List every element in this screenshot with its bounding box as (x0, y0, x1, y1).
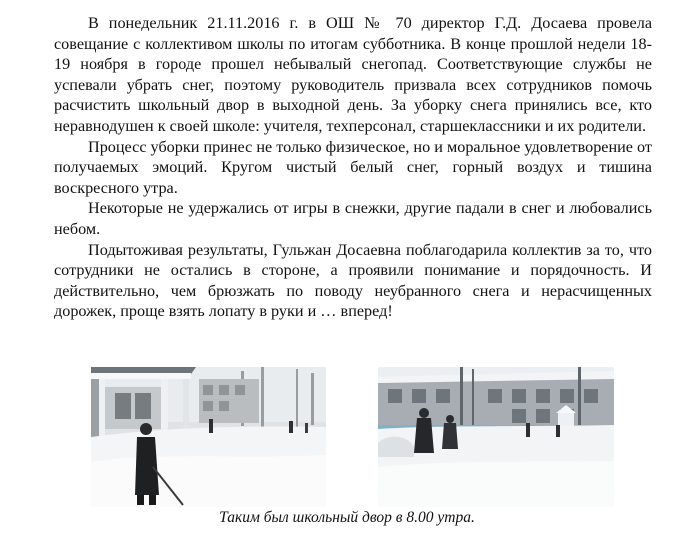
paragraph-4: Подытоживая результаты, Гульжан Досаевна поблагодарила коллектив за то, что сотрудники не остались в стороне, а проявили понимание и порядочность. И действительно, чем брюзжать по поводу неубранного снега и нерасчищенных дорожек, проще взять лопату в руки и … вперед! (54, 240, 652, 321)
paragraph-1: В понедельник 21.11.2016 г. в ОШ № 70 директор Г.Д. Досаева провела совещание с коллективом школы по итогам субботника. В конце прошлой недели 18-19 ноября в городе прошел небывалый снегопад. Соответствующие службы не успевали убрать снег, поэтому руководитель призвала всех сотрудников помочь расчистить школьный двор в выходной день. За уборку снега принялись все, кто неравнодушен к своей школе: учителя, техперсонал, старшеклассники и их родители. (54, 14, 652, 135)
photo-caption: Таким был школьный двор в 8.00 утра. (219, 509, 475, 526)
photo-schoolyard-porch (91, 367, 326, 507)
photo-schoolyard-building (378, 367, 614, 507)
article-text (54, 13, 652, 322)
paragraph-2: Процесс уборки принес не только физическое, но и моральное удовлетворение от получаемых эмоций. Кругом чистый белый снег, горный воздух и тишина воскресного утра. (54, 137, 652, 197)
paragraph-3: Некоторые не удержались от игры в снежки, другие падали в снег и любовались небом. (54, 199, 652, 238)
